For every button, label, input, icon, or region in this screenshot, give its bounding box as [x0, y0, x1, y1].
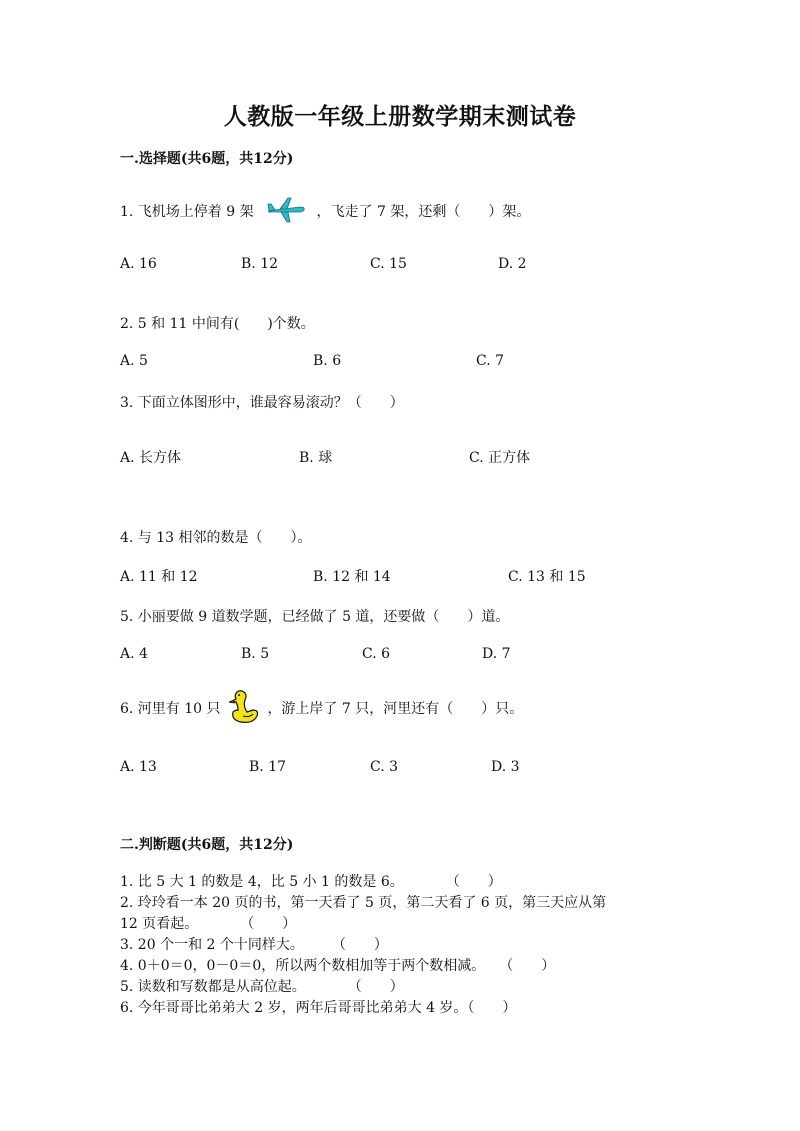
question-5-text: 5. 小丽要做 9 道数学题，已经做了 5 道，还要做（ ）道。 — [120, 609, 510, 625]
question-5-option-a[interactable]: A. 4 — [120, 646, 148, 662]
judgment-item-6: 6. 今年哥哥比弟弟大 2 岁，两年后哥哥比弟弟大 4 岁。（ ） — [120, 1000, 517, 1016]
question-6-text-post: ，游上岸了 7 只，河里还有（ ）只。 — [267, 701, 524, 717]
question-1-text-post: ，飞走了 7 架，还剩（ ）架。 — [316, 204, 531, 220]
question-2-option-b[interactable]: B. 6 — [313, 353, 342, 369]
question-5-option-c[interactable]: C. 6 — [362, 646, 391, 662]
question-4-option-b[interactable]: B. 12 和 14 — [313, 569, 391, 585]
question-4-option-a[interactable]: A. 11 和 12 — [120, 569, 198, 585]
question-6-option-b[interactable]: B. 17 — [249, 759, 287, 775]
question-3-text: 3. 下面立体图形中，谁最容易滚动？（ ） — [120, 395, 404, 411]
question-6-option-a[interactable]: A. 13 — [120, 759, 157, 775]
question-1-option-a[interactable]: A. 16 — [120, 256, 157, 272]
question-2-text: 2. 5 和 11 中间有( )个数。 — [120, 316, 315, 332]
page-title: 人教版一年级上册数学期末测试卷 — [223, 103, 577, 130]
question-3-option-a[interactable]: A. 长方体 — [120, 450, 182, 466]
judgment-item-3: 3. 20 个一和 2 个十同样大。 （ ） — [120, 937, 388, 953]
question-1-option-d[interactable]: D. 2 — [498, 256, 527, 272]
question-6-option-d[interactable]: D. 3 — [491, 759, 520, 775]
question-1-option-b[interactable]: B. 12 — [241, 256, 279, 272]
question-6-option-c[interactable]: C. 3 — [370, 759, 399, 775]
question-4-option-c[interactable]: C. 13 和 15 — [508, 569, 586, 585]
question-2-option-c[interactable]: C. 7 — [476, 353, 505, 369]
duck-icon — [229, 688, 261, 730]
judgment-item-5: 5. 读数和写数都是从高位起。 （ ） — [120, 979, 404, 995]
question-3-option-b[interactable]: B. 球 — [299, 450, 333, 466]
question-1-option-c[interactable]: C. 15 — [370, 256, 407, 272]
question-1-text-pre: 1. 飞机场上停着 9 架 — [120, 204, 254, 220]
judgment-item-1: 1. 比 5 大 1 的数是 4，比 5 小 1 的数是 6。 （ ） — [120, 874, 502, 890]
judgment-item-2-line-1: 2. 玲玲看一本 20 页的书，第一天看了 5 页，第二天看了 6 页，第三天应从第 — [120, 895, 607, 911]
question-5-option-d[interactable]: D. 7 — [482, 646, 511, 662]
question-3-option-c[interactable]: C. 正方体 — [469, 450, 531, 466]
airplane-icon — [266, 196, 306, 228]
question-6 — [120, 688, 523, 730]
question-1 — [120, 196, 530, 228]
question-4-text: 4. 与 13 相邻的数是（ ）。 — [120, 530, 312, 546]
section-heading-judgment: 二.判断题(共6题，共12分) — [120, 837, 294, 853]
question-5-option-b[interactable]: B. 5 — [241, 646, 270, 662]
section-heading-choice: 一.选择题(共6题，共12分) — [120, 151, 294, 167]
question-6-text-pre: 6. 河里有 10 只 — [120, 701, 221, 717]
judgment-item-2-line-2: 12 页看起。 （ ） — [120, 916, 297, 932]
question-2-option-a[interactable]: A. 5 — [120, 353, 148, 369]
judgment-item-4: 4. 0＋0＝0，0－0＝0，所以两个数相加等于两个数相减。 （ ） — [120, 958, 556, 974]
